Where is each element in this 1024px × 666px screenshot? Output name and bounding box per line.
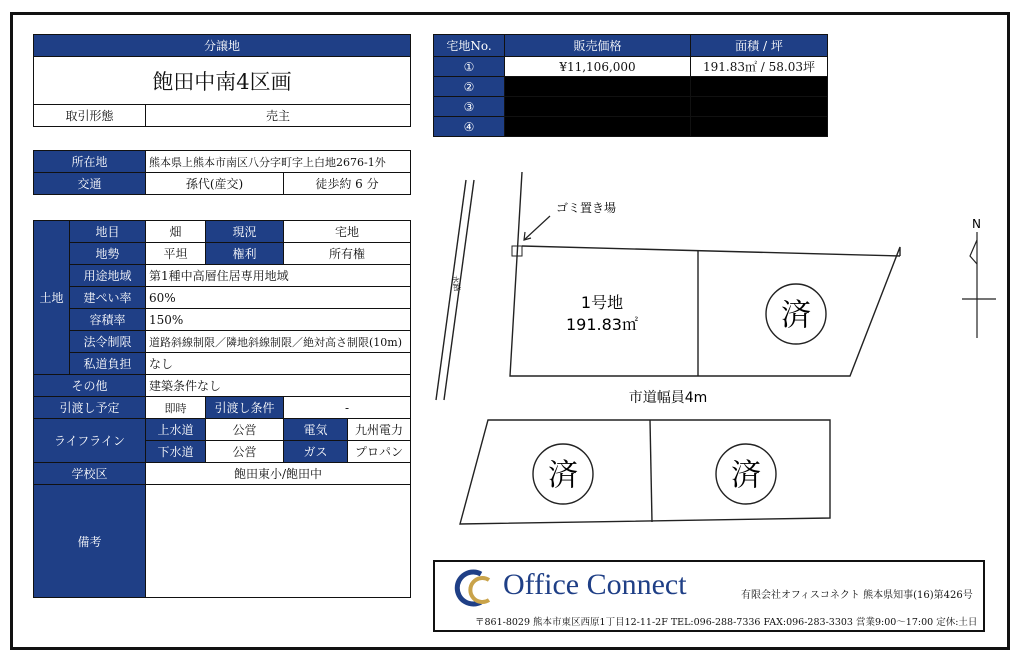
transport-station: 孫代(産交) <box>146 173 284 195</box>
address-value: 熊本県上熊本市南区八分字町字上白地2676-1外 <box>146 151 411 173</box>
land-details-table <box>33 220 411 598</box>
company-name: 有限会社オフィスコネクト 熊本県知事(16)第426号 <box>741 590 973 601</box>
other-label: その他 <box>34 375 146 397</box>
gas-value: プロパン <box>348 441 411 463</box>
price-header-no: 宅地No. <box>434 35 505 57</box>
genkyo-label: 現況 <box>206 221 284 243</box>
price-row <box>434 117 828 137</box>
kenri-label: 権利 <box>206 243 284 265</box>
lot-area <box>691 77 828 97</box>
remarks-value <box>146 485 411 598</box>
handover-cond-label: 引渡し条件 <box>206 397 284 419</box>
zoning-label: 用途地域 <box>70 265 146 287</box>
handover-cond-value: - <box>284 397 411 419</box>
road-label: 市道幅員4m <box>628 390 708 406</box>
garbage-label: ゴミ置き場 <box>556 201 617 215</box>
zoning-value: 第1種中高層住居専用地域 <box>146 265 411 287</box>
chisei-value: 平坦 <box>146 243 206 265</box>
sold-mark: 済 <box>548 458 578 493</box>
chimoku-label: 地目 <box>70 221 146 243</box>
lot-price <box>505 97 691 117</box>
price-header-area: 面積 / 坪 <box>691 35 828 57</box>
school-label: 学校区 <box>34 463 146 485</box>
company-logo-icon <box>443 566 499 610</box>
lot-area <box>691 117 828 137</box>
lifeline-label: ライフライン <box>34 419 146 463</box>
other-value: 建築条件なし <box>146 375 411 397</box>
kenri-value: 所有権 <box>284 243 411 265</box>
lot-no: ③ <box>434 97 505 117</box>
water-value: 公営 <box>206 419 284 441</box>
private-road-label: 私道負担 <box>70 353 146 375</box>
lot-area <box>691 97 828 117</box>
sold-mark: 済 <box>731 458 761 493</box>
sewer-value: 公営 <box>206 441 284 463</box>
transport-label: 交通 <box>34 173 146 195</box>
far-value: 150% <box>146 309 411 331</box>
lot-no: ② <box>434 77 505 97</box>
legal-label: 法令制限 <box>70 331 146 353</box>
electric-label: 電気 <box>284 419 348 441</box>
sewer-label: 下水道 <box>146 441 206 463</box>
lot-price <box>505 117 691 137</box>
price-row <box>434 77 828 97</box>
gas-label: ガス <box>284 441 348 463</box>
lot-price: ¥11,106,000 <box>505 57 691 77</box>
company-box <box>433 560 985 632</box>
sold-mark: 済 <box>781 298 811 333</box>
lot-map <box>430 168 1000 543</box>
company-address: 〒861-8029 熊本市東区西原1丁目12-11-2F TEL:096-288-7336 FAX:096-283-3303 営業9:00～17:00 定休:土日 <box>475 617 978 628</box>
legal-value: 道路斜線制限／隣地斜線制限／絶対高さ制限(10m) <box>146 331 411 353</box>
lot-no: ① <box>434 57 505 77</box>
lot-1-label: 1号地 <box>580 293 624 312</box>
price-table <box>433 34 828 137</box>
coverage-value: 60% <box>146 287 411 309</box>
far-label: 容積率 <box>70 309 146 331</box>
private-road-value: なし <box>146 353 411 375</box>
price-row <box>434 97 828 117</box>
company-logo-text: Office Connect <box>503 568 687 601</box>
electric-value: 九州電力 <box>348 419 411 441</box>
school-value: 飽田東小/飽田中 <box>146 463 411 485</box>
transaction-label: 取引形態 <box>34 105 146 127</box>
lot-1-area: 191.83㎡ <box>566 315 638 334</box>
north-arrow-icon <box>962 232 996 338</box>
category-label: 分譲地 <box>34 35 411 57</box>
price-header-price: 販売価格 <box>505 35 691 57</box>
address-label: 所在地 <box>34 151 146 173</box>
chisei-label: 地勢 <box>70 243 146 265</box>
land-group-label: 土地 <box>34 221 70 375</box>
handover-value: 即時 <box>146 397 206 419</box>
remarks-label: 備考 <box>34 485 146 598</box>
genkyo-value: 宅地 <box>284 221 411 243</box>
garbage-arrow <box>524 216 550 240</box>
water-label: 上水道 <box>146 419 206 441</box>
north-label: N <box>972 217 981 231</box>
property-header-table <box>33 34 411 127</box>
price-row <box>434 57 828 77</box>
waterway-label: 水路 <box>450 274 462 293</box>
property-title: 飽田中南4区画 <box>34 57 411 105</box>
lot-price <box>505 77 691 97</box>
transport-walk: 徒歩約 6 分 <box>284 173 411 195</box>
location-table <box>33 150 411 195</box>
lot-area: 191.83㎡ / 58.03坪 <box>691 57 828 77</box>
chimoku-value: 畑 <box>146 221 206 243</box>
coverage-label: 建ぺい率 <box>70 287 146 309</box>
lot-no: ④ <box>434 117 505 137</box>
transaction-value: 売主 <box>146 105 411 127</box>
handover-label: 引渡し予定 <box>34 397 146 419</box>
